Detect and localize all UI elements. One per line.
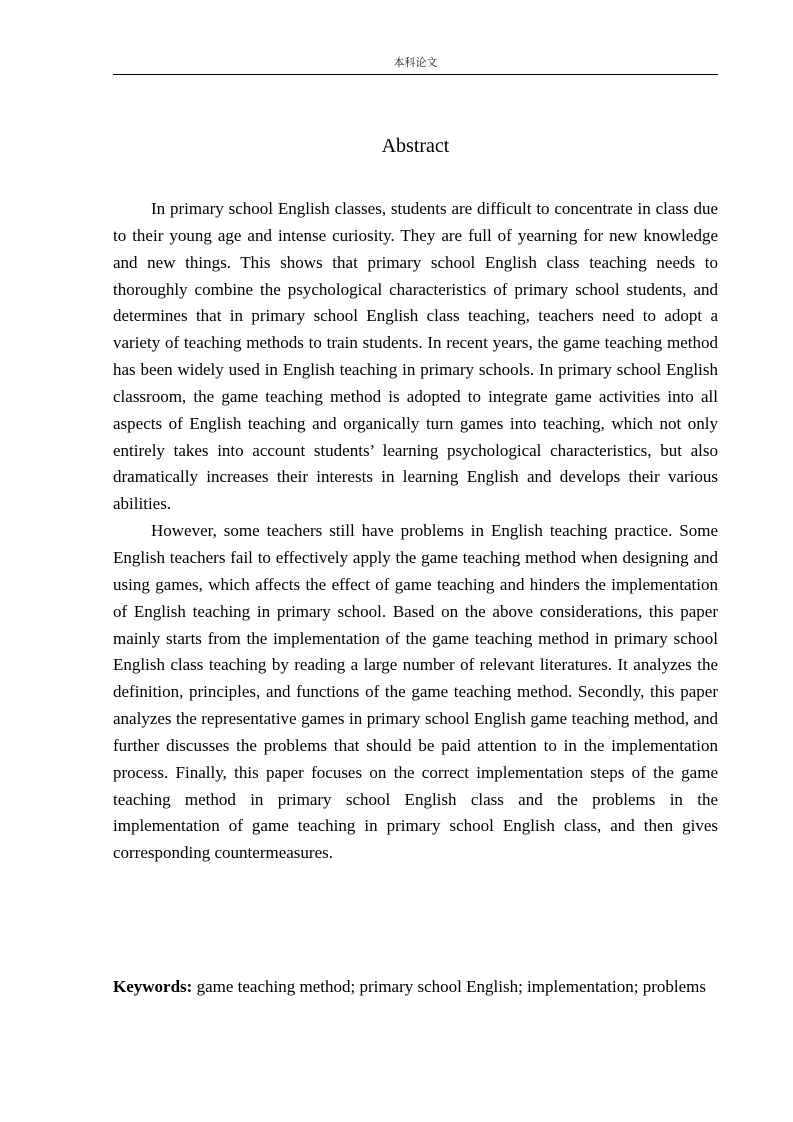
abstract-title: Abstract xyxy=(381,135,450,157)
keywords-label: Keywords: xyxy=(113,977,193,996)
header-text: 本科论文 xyxy=(393,56,438,69)
abstract-paragraph-2: However, some teachers still have problems in English teaching practice. Some English teachers fail to effectively apply the game teaching method when designing and using games, which affects the effect of game teaching and hinders the implementation of English teaching in primary school. Based on the above considerations, this paper mainly starts from the implementation of the game teaching method in primary school English class teaching by reading a large number of relevant literatures. It analyzes the definition, principles, and functions of the game teaching method. Secondly, this paper analyzes the representative games in primary school English game teaching method, and further discusses the problems that should be paid attention to in the implementation process. Finally, this paper focuses on the correct implementation steps of the game teaching method in primary school English class and the problems in the implementation of game teaching in primary school English class, and then gives corresponding countermeasures. xyxy=(113,521,718,863)
abstract-body xyxy=(113,196,718,867)
keywords-section xyxy=(113,974,718,1001)
keywords-text: game teaching method; primary school English; implementation; problems xyxy=(196,977,706,996)
page-header xyxy=(113,56,718,75)
abstract-paragraph-1: In primary school English classes, students are difficult to concentrate in class due to their young age and intense curiosity. They are full of yearning for new knowledge and new things. This shows that primary school English class teaching needs to thoroughly combine the psychological characteristics of primary school students, and determines that in primary school English class teaching, teachers need to adopt a variety of teaching methods to train students. In recent years, the game teaching method has been widely used in English teaching in primary schools. In primary school English classroom, the game teaching method is adopted to integrate game activities into all aspects of English teaching and organically turn games into teaching, which not only entirely takes into account students’ learning psychological characteristics, but also dramatically increases their interests in learning English and develops their various abilities. xyxy=(113,199,718,514)
